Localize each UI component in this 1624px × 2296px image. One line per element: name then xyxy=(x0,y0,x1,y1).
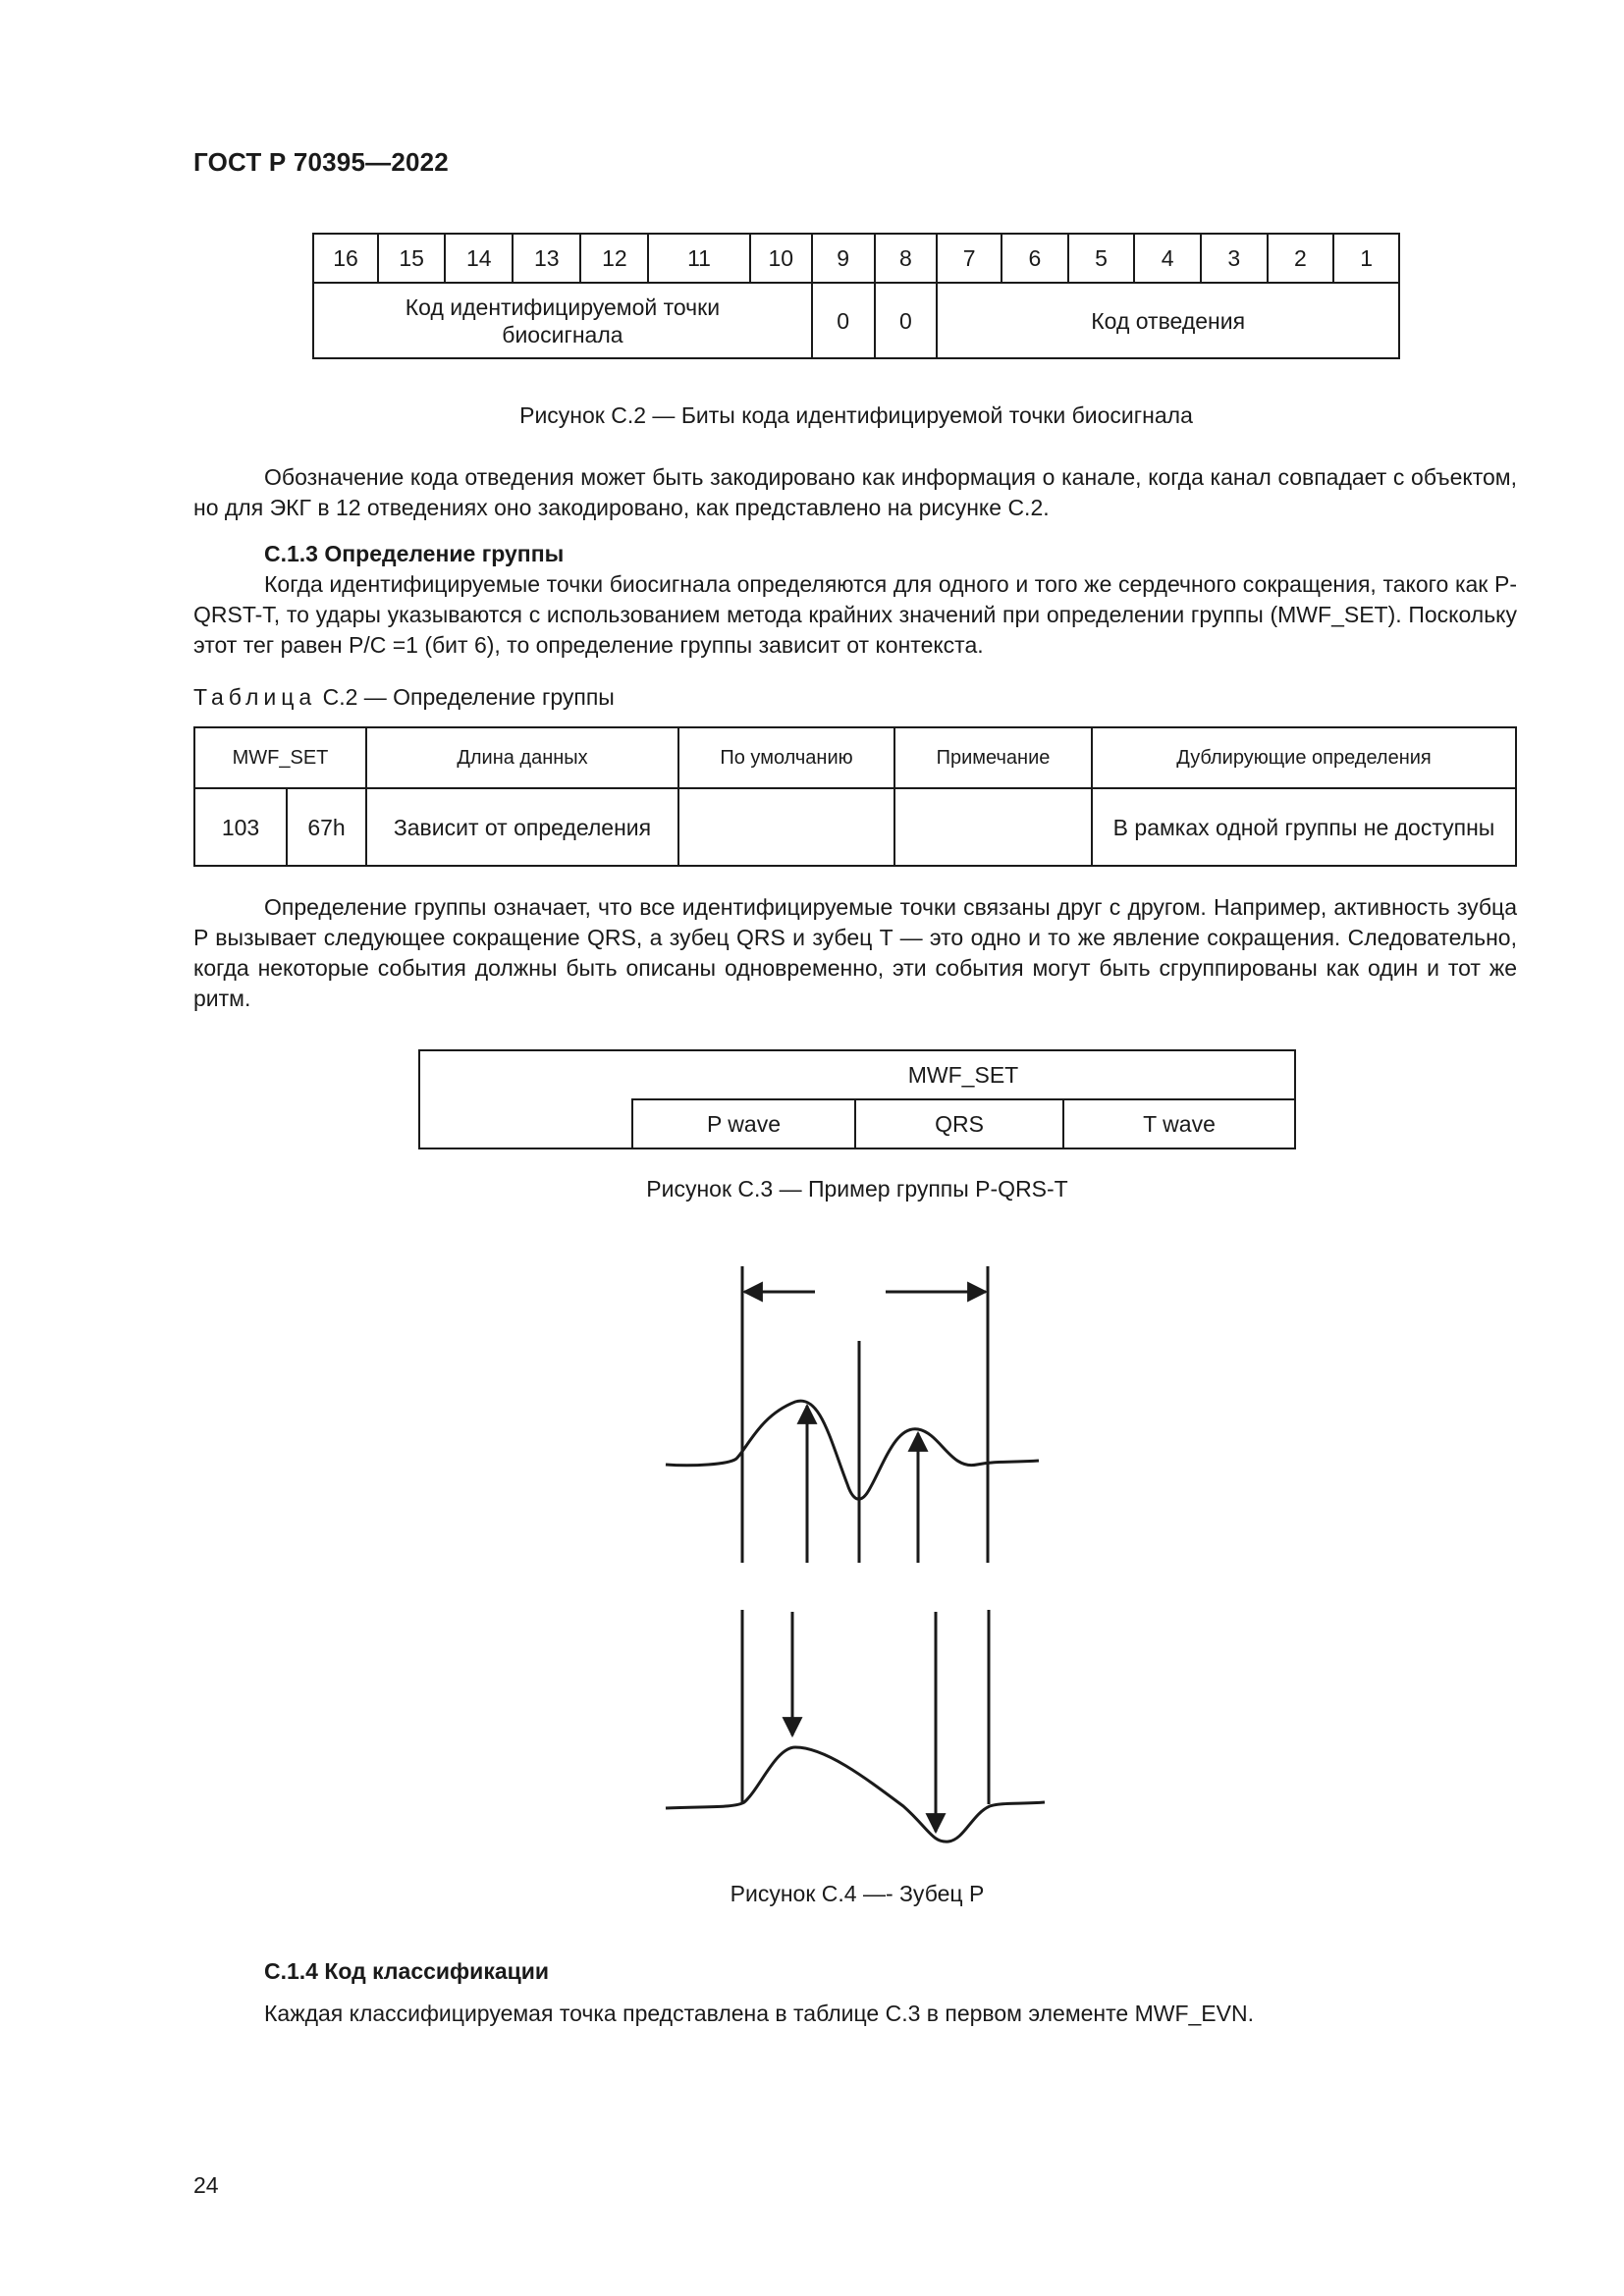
bit-cell: 3 xyxy=(1201,234,1268,283)
cell-dec-value: 103 xyxy=(194,788,287,866)
blank-cell xyxy=(419,1050,632,1099)
blank-cell xyxy=(419,1099,632,1148)
page-number: 24 xyxy=(193,2172,219,2198)
qrs-cell: QRS xyxy=(855,1099,1063,1148)
bit-cell: 5 xyxy=(1068,234,1135,283)
header-duplicate: Дублирующие определения xyxy=(1092,727,1516,788)
bit-cell: 7 xyxy=(937,234,1001,283)
bit-cell: 2 xyxy=(1268,234,1334,283)
table-title-prefix: Таблица xyxy=(193,684,317,710)
cell-duplicate: В рамках одной группы не доступны xyxy=(1092,788,1516,866)
figure-c3-caption: Рисунок С.3 — Пример группы P-QRS-T xyxy=(646,1176,1068,1201)
figure-c2-caption: Рисунок С.2 — Биты кода идентифицируемой точки биосигнала xyxy=(519,402,1193,428)
id-code-cell: Код идентифицируемой точки биосигнала xyxy=(313,283,812,358)
cell-hex-value: 67h xyxy=(287,788,366,866)
cell-length: Зависит от определения xyxy=(366,788,678,866)
p-wave-cell: P wave xyxy=(632,1099,855,1148)
group-definition-table xyxy=(193,726,1517,867)
mwf-set-figure xyxy=(418,1049,1296,1149)
p-wave-diagram xyxy=(638,1247,1070,1875)
paragraph-group-definition: Когда идентифицируемые точки биосигнала определяются для одного и того же сердечного сокращения, такого как P-QRST-T, то удары указываются с использованием метода крайних значений при определении группы (MWF_SET). Поскольку этот тег равен P/C =1 (бит 6), то определение группы зависит от контекста. xyxy=(193,571,1517,658)
bit-cell: 14 xyxy=(445,234,513,283)
bit-cell: 4 xyxy=(1134,234,1201,283)
header-mwf-set: MWF_SET xyxy=(194,727,366,788)
bit-cell: 1 xyxy=(1333,234,1399,283)
header-length: Длина данных xyxy=(366,727,678,788)
paragraph-classification: Каждая классифицируемая точка представлена в таблице С.3 в первом элементе MWF_EVN. xyxy=(264,2001,1254,2026)
document-header: ГОСТ Р 70395—2022 xyxy=(193,147,449,177)
cell-default xyxy=(678,788,894,866)
upper-waveform xyxy=(666,1401,1039,1499)
section-heading-c13: С.1.3 Определение группы xyxy=(264,541,565,566)
table-title-rest: С.2 — Определение группы xyxy=(316,684,615,710)
bits-table xyxy=(312,233,1400,359)
t-wave-cell: T wave xyxy=(1063,1099,1295,1148)
bit-cell: 10 xyxy=(750,234,812,283)
bit-cell: 12 xyxy=(580,234,648,283)
cell-note xyxy=(894,788,1092,866)
paragraph-lead-code: Обозначение кода отведения может быть закодировано как информация о канале, когда канал совпадает с объектом, но для ЭКГ в 12 отведениях оно закодировано, как представлено на рисунке С.2. xyxy=(193,464,1517,520)
table-c2-title xyxy=(193,684,615,711)
bit-cell: 11 xyxy=(648,234,749,283)
header-note: Примечание xyxy=(894,727,1092,788)
header-default: По умолчанию xyxy=(678,727,894,788)
section-heading-c14: С.1.4 Код классификации xyxy=(264,1958,550,1984)
bit-cell: 15 xyxy=(378,234,445,283)
bit-cell: 9 xyxy=(812,234,875,283)
paragraph-group-meaning: Определение группы означает, что все идентифицируемые точки связаны друг с другом. Например, активность зубца P вызывает следующее сокращение QRS, а зубец QRS и зубец T — это одно и то же явление сокращения. Следовательно, когда некоторые события должны быть описаны одновременно, эти события могут быть сгруппированы как один и тот же ритм. xyxy=(193,894,1517,1011)
bit-cell: 13 xyxy=(513,234,580,283)
mwf-set-label: MWF_SET xyxy=(632,1050,1295,1099)
bit-cell: 16 xyxy=(313,234,378,283)
lead-code-cell: Код отведения xyxy=(937,283,1399,358)
bit9-value: 0 xyxy=(812,283,875,358)
figure-c4-caption: Рисунок С.4 —- Зубец P xyxy=(730,1881,985,1906)
bit-cell: 8 xyxy=(875,234,938,283)
bit8-value: 0 xyxy=(875,283,938,358)
bit-cell: 6 xyxy=(1001,234,1068,283)
